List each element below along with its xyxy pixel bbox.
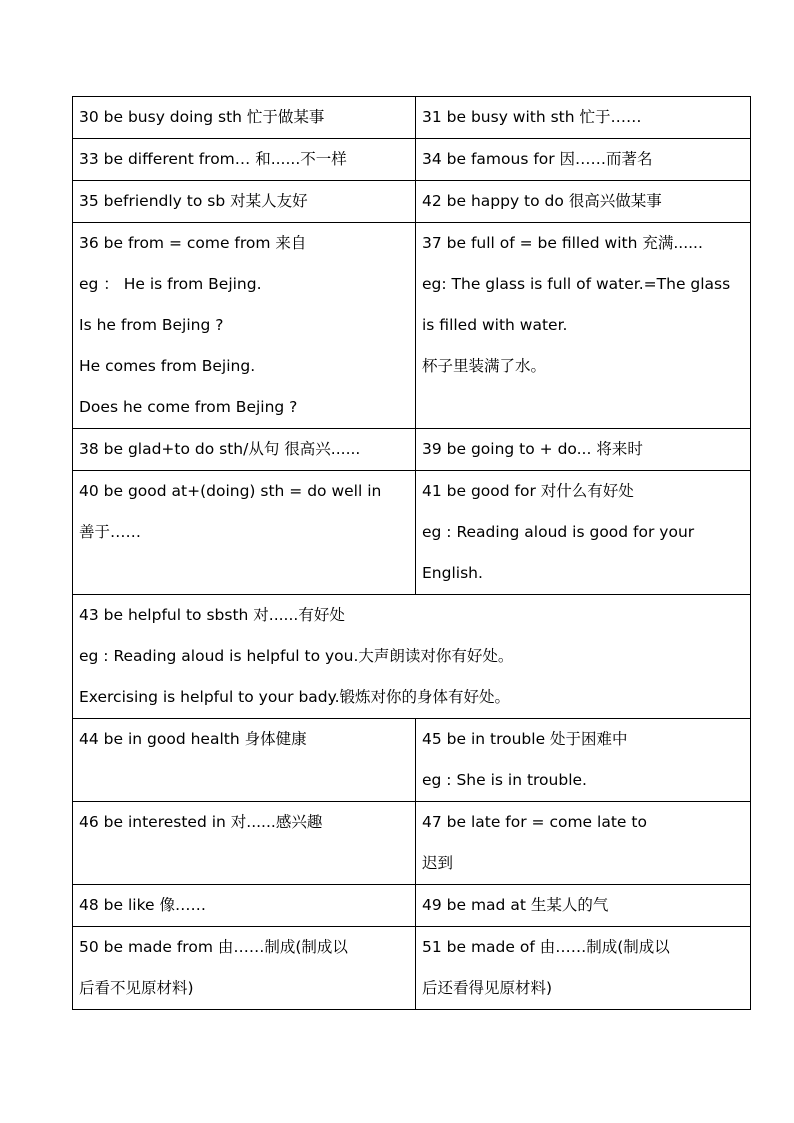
table-row [73, 139, 751, 181]
phrase-line: 善于…… [79, 523, 142, 541]
table-row [73, 97, 751, 139]
phrase-line: 44 be in good health 身体健康 [79, 730, 307, 748]
phrase-cell [73, 885, 416, 927]
phrase-line: 48 be like 像…… [79, 896, 206, 914]
phrase-cell [73, 927, 416, 1010]
phrase-line: 34 be famous for 因……而著名 [422, 150, 653, 168]
phrase-cell-full [73, 595, 751, 719]
example-line: He comes from Bejing. [79, 357, 256, 375]
phrase-cell [73, 429, 416, 471]
table-row [73, 471, 751, 595]
phrase-line: 迟到 [422, 854, 454, 872]
example-line: eg : She is in trouble. [422, 771, 587, 789]
phrase-line: 后还看得见原材料) [422, 979, 553, 997]
phrase-cell [416, 885, 751, 927]
table-row [73, 181, 751, 223]
phrase-line: 41 be good for 对什么有好处 [422, 482, 634, 500]
phrase-line: 33 be different from… 和......不一样 [79, 150, 347, 168]
example-line: eg : Reading aloud is good for your [422, 523, 695, 541]
phrase-line: 43 be helpful to sbsth 对......有好处 [79, 606, 345, 624]
table-row [73, 429, 751, 471]
table-row [73, 223, 751, 429]
table-row [73, 719, 751, 802]
phrase-line: 37 be full of = be filled with 充满...... [422, 234, 703, 252]
example-line: Does he come from Bejing ? [79, 398, 298, 416]
table-row [73, 885, 751, 927]
phrase-line: 后看不见原材料) [79, 979, 194, 997]
phrase-cell [416, 429, 751, 471]
phrase-line: 47 be late for = come late to [422, 813, 647, 831]
phrase-cell [416, 181, 751, 223]
example-line: is filled with water. [422, 316, 568, 334]
phrase-cell [416, 719, 751, 802]
phrase-line: 35 befriendly to sb 对某人友好 [79, 192, 308, 210]
phrase-line: 39 be going to + do... 将来时 [422, 440, 643, 458]
example-line: Exercising is helpful to your bady.锻炼对你的身体有好处。 [79, 688, 511, 706]
phrase-cell [73, 181, 416, 223]
example-line: eg: The glass is full of water.=The glass [422, 275, 731, 293]
phrase-line: 31 be busy with sth 忙于…… [422, 108, 642, 126]
example-line: Is he from Bejing ? [79, 316, 224, 334]
phrase-line: 49 be mad at 生某人的气 [422, 896, 609, 914]
phrase-line: 51 be made of 由……制成(制成以 [422, 938, 670, 956]
table-row [73, 595, 751, 719]
example-line: English. [422, 564, 483, 582]
phrase-line: 45 be in trouble 处于困难中 [422, 730, 628, 748]
phrase-cell [73, 223, 416, 429]
phrase-line: 50 be made from 由……制成(制成以 [79, 938, 348, 956]
phrase-line: 38 be glad+to do sth/从句 很高兴...... [79, 440, 361, 458]
phrase-cell [416, 97, 751, 139]
phrase-cell [73, 97, 416, 139]
vocabulary-table [72, 96, 751, 1010]
phrase-cell [416, 139, 751, 181]
phrase-cell [416, 802, 751, 885]
table-row [73, 927, 751, 1010]
phrase-line: 40 be good at+(doing) sth = do well in [79, 482, 382, 500]
phrase-line: 30 be busy doing sth 忙于做某事 [79, 108, 325, 126]
phrase-cell [416, 223, 751, 429]
example-line: 杯子里装满了水。 [422, 357, 547, 375]
phrase-cell [73, 471, 416, 595]
phrase-cell [416, 927, 751, 1010]
phrase-cell [73, 139, 416, 181]
example-line: eg ： He is from Bejing. [79, 275, 262, 293]
phrase-line: 46 be interested in 对......感兴趣 [79, 813, 323, 831]
table-row [73, 802, 751, 885]
phrase-cell [73, 802, 416, 885]
phrase-cell [416, 471, 751, 595]
example-line: eg : Reading aloud is helpful to you.大声朗读对你有好处。 [79, 647, 514, 665]
phrase-line: 36 be from = come from 来自 [79, 234, 307, 252]
phrase-line: 42 be happy to do 很高兴做某事 [422, 192, 662, 210]
phrase-cell [73, 719, 416, 802]
